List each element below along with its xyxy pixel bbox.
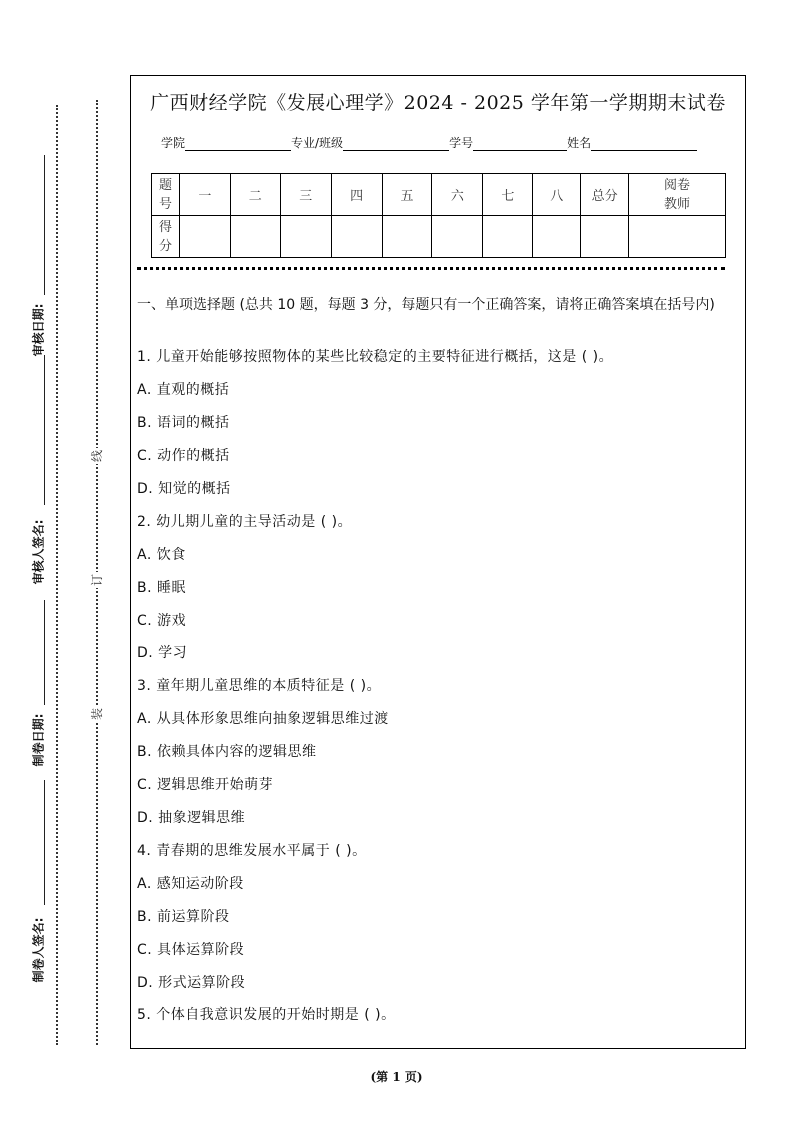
major-class-field[interactable] [343, 137, 449, 151]
margin-dotted-line-outer [56, 105, 58, 1045]
question-option: B. 依赖具体内容的逻辑思维 [137, 744, 317, 760]
exam-title: 广西财经学院《发展心理学》2024 - 2025 学年第一学期期末试卷 [150, 92, 726, 114]
student-id-label: 学号 [449, 136, 474, 150]
score-cell[interactable] [331, 216, 382, 258]
score-cell[interactable] [179, 216, 230, 258]
score-table-header-cell: 一 [179, 174, 230, 216]
binding-mark-bind: 装 [89, 707, 104, 721]
score-cell[interactable] [432, 216, 483, 258]
score-table-header-cell: 阅卷教师 [629, 174, 726, 216]
question-option: A. 从具体形象思维向抽象逻辑思维过渡 [137, 711, 389, 727]
score-table-header-cell: 四 [331, 174, 382, 216]
dotted-separator [137, 267, 725, 270]
binding-mark-staple: 订 [89, 573, 104, 587]
score-cell[interactable] [533, 216, 581, 258]
question-option: D. 知觉的概括 [137, 481, 231, 497]
college-field[interactable] [185, 137, 291, 151]
question-option: C. 具体运算阶段 [137, 942, 245, 958]
question-option: D. 学习 [137, 645, 188, 661]
score-cell[interactable] [629, 216, 726, 258]
question-option: D. 形式运算阶段 [137, 975, 246, 991]
score-table-header-cell: 五 [382, 174, 432, 216]
section-heading: 一、单项选择题 (总共 10 题，每题 3 分，每题只有一个正确答案，请将正确答案填在括号内) [137, 297, 715, 313]
question-option: A. 直观的概括 [137, 382, 230, 398]
question-option: B. 语词的概括 [137, 415, 230, 431]
review-date-line [44, 155, 45, 295]
name-field[interactable] [591, 137, 697, 151]
compile-date-line [44, 600, 45, 705]
question-stem: 3. 童年期儿童思维的本质特征是 ( )。 [137, 678, 382, 694]
exam-frame [130, 75, 746, 1049]
score-table-row-label: 得分 [152, 216, 180, 258]
score-table-header-cell: 三 [280, 174, 331, 216]
major-class-label: 专业/班级 [291, 136, 344, 150]
score-table [151, 173, 726, 258]
question-stem: 2. 幼儿期儿童的主导活动是 ( )。 [137, 514, 353, 530]
question-option: A. 感知运动阶段 [137, 876, 244, 892]
score-cell[interactable] [382, 216, 432, 258]
score-cell[interactable] [280, 216, 331, 258]
binding-mark-line: 线 [89, 449, 104, 463]
question-option: B. 前运算阶段 [137, 909, 230, 925]
question-option: C. 动作的概括 [137, 448, 230, 464]
question-stem: 5. 个体自我意识发展的开始时期是 ( )。 [137, 1007, 396, 1023]
score-table-header-row [152, 174, 726, 216]
score-cell[interactable] [230, 216, 280, 258]
question-option: A. 饮食 [137, 547, 186, 563]
score-table-header-cell: 七 [483, 174, 533, 216]
compiler-signature-line [44, 780, 45, 905]
question-option: B. 睡眠 [137, 580, 187, 596]
name-label: 姓名 [567, 136, 592, 150]
student-id-field[interactable] [473, 137, 567, 151]
question-stem: 4. 青春期的思维发展水平属于 ( )。 [137, 843, 367, 859]
page-number: (第 1 页) [370, 1070, 423, 1084]
question-option: C. 游戏 [137, 613, 187, 629]
question-option: C. 逻辑思维开始萌芽 [137, 777, 274, 793]
score-table-header-cell: 二 [230, 174, 280, 216]
score-table-header-cell: 八 [533, 174, 581, 216]
question-stem: 1. 儿童开始能够按照物体的某些比较稳定的主要特征进行概括，这是 ( )。 [137, 349, 614, 365]
score-cell[interactable] [483, 216, 533, 258]
score-cell[interactable] [581, 216, 629, 258]
college-label: 学院 [161, 136, 186, 150]
score-table-header-cell: 六 [432, 174, 483, 216]
student-info-row [161, 134, 721, 151]
score-table-score-row [152, 216, 726, 258]
score-table-header-cell: 题号 [152, 174, 180, 216]
question-option: D. 抽象逻辑思维 [137, 810, 246, 826]
score-table-header-cell: 总分 [581, 174, 629, 216]
reviewer-signature-line [44, 355, 45, 505]
